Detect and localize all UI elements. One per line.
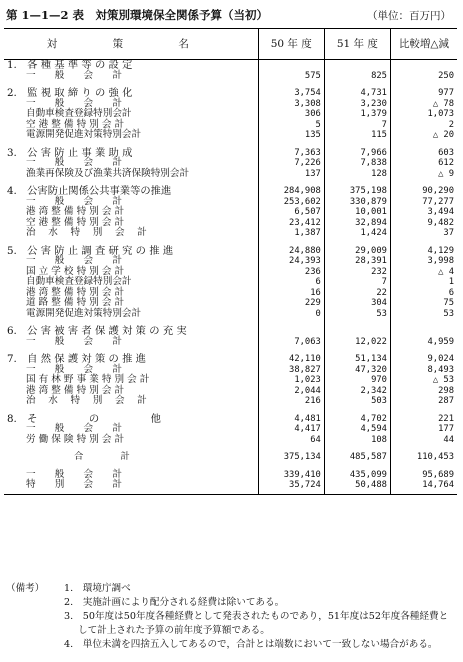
account-row [4, 424, 457, 435]
category-row [4, 60, 457, 71]
row-label: 1. 各 種 基 準 等 の 設 定 [7, 59, 133, 71]
fy50-value: 284,908 [258, 186, 324, 197]
spacer-cell [390, 407, 457, 414]
fy51-value: 485,587 [324, 452, 390, 463]
table-title: 第 1—1—2 表 対策別環境保全関係予算（当初） [6, 8, 269, 22]
change-value: 603 [390, 148, 457, 159]
fy51-value: 1,424 [324, 228, 390, 239]
row-label: 3. 公 害 防 止 事 業 助 成 [7, 146, 133, 159]
row-label: 港 湾 整 備 特 別 会 計 [26, 206, 125, 217]
spacer-cell [258, 407, 324, 414]
change-value: 37 [390, 228, 457, 239]
change-value: 1 [390, 277, 457, 288]
account-row [4, 169, 457, 180]
fy51-value: 10,001 [324, 207, 390, 218]
fy50-value: 7,226 [258, 158, 324, 169]
fy51-value: 7 [324, 120, 390, 131]
spacer-cell [258, 319, 324, 326]
fy51-value: 435,099 [324, 470, 390, 481]
fy51-value: 375,198 [324, 186, 390, 197]
change-value: △ 9 [390, 169, 457, 180]
fy50-value: 24,880 [258, 246, 324, 257]
fy51-value: 7 [324, 277, 390, 288]
change-value: 1,073 [390, 109, 457, 120]
change-value: △ 20 [390, 130, 457, 141]
total-row [4, 452, 457, 463]
row-label: 2. 監 視 取 締 り の 強 化 [7, 87, 133, 99]
row-label: 労 働 保 険 特 別 会 計 [26, 433, 125, 445]
category-row [4, 88, 457, 99]
fy50-value: 2,044 [258, 386, 324, 397]
change-value: 77,277 [390, 197, 457, 208]
spacer-cell [390, 141, 457, 148]
fy51-value: 50,488 [324, 480, 390, 494]
fy51-value: 12,022 [324, 337, 390, 348]
change-value: △ 53 [390, 375, 457, 386]
spacer-cell [324, 445, 390, 452]
table-header-row [4, 29, 457, 60]
fy50-value: 339,410 [258, 470, 324, 481]
row-label: 港 湾 整 備 特 別 会 計 [26, 286, 125, 298]
change-value: 6 [390, 288, 457, 299]
account-row [4, 396, 457, 407]
category-row [4, 326, 457, 337]
change-value [390, 60, 457, 71]
fy50-value: 1,387 [258, 228, 324, 239]
row-label: 4. 公害防止関係公共事業等の推進 [7, 185, 172, 197]
fy51-value: 232 [324, 267, 390, 278]
account-row [4, 309, 457, 320]
spacer-cell [324, 319, 390, 326]
row-label: 自動車検査登録特別会計 [26, 108, 132, 119]
row-label: 治 水 特 別 会 計 [26, 227, 147, 238]
fy50-value: 229 [258, 298, 324, 309]
fy50-value: 3,754 [258, 88, 324, 99]
change-value: 4,959 [390, 337, 457, 348]
fy51-value: 4,594 [324, 424, 390, 435]
fy50-value: 375,134 [258, 452, 324, 463]
row-label: 一 般 会 計 [26, 335, 122, 347]
header-measure-name: 対 策 名 [4, 29, 258, 60]
spacer-cell [390, 319, 457, 326]
change-value: 44 [390, 435, 457, 446]
row-label: 一 般 会 計 [26, 363, 122, 375]
row-label: 漁業再保険及び漁業共済保険特別会計 [26, 167, 190, 179]
fy51-value: 7,838 [324, 158, 390, 169]
change-value: 2 [390, 120, 457, 131]
row-label: 5. 公 害 防 止 調 査 研 究 の 推 進 [7, 244, 174, 257]
change-value: 177 [390, 424, 457, 435]
change-value: 3,998 [390, 256, 457, 267]
change-value: 110,453 [390, 452, 457, 463]
account-row [4, 298, 457, 309]
fy50-value: 236 [258, 267, 324, 278]
fy50-value: 253,602 [258, 197, 324, 208]
fy51-value: 970 [324, 375, 390, 386]
spacer-cell [258, 81, 324, 88]
unit-label: （単位：百万円） [367, 10, 451, 22]
fy50-value: 216 [258, 396, 324, 407]
change-value: 298 [390, 386, 457, 397]
fy50-value [258, 60, 324, 71]
spacer-cell [258, 463, 324, 470]
spacer-cell [258, 179, 324, 186]
account-row [4, 277, 457, 288]
fy50-value: 7,363 [258, 148, 324, 159]
row-label: 空 港 整 備 特 別 会 計 [26, 216, 125, 228]
fy51-value: 28,391 [324, 256, 390, 267]
change-value: 221 [390, 414, 457, 425]
spacer-cell [324, 179, 390, 186]
fy51-value: 108 [324, 435, 390, 446]
spacer-cell [258, 347, 324, 354]
row-label: 6. 公 害 被 害 者 保 護 対 策 の 充 実 [7, 325, 187, 337]
spacer-cell [324, 463, 390, 470]
fy50-value: 7,063 [258, 337, 324, 348]
fy50-value: 23,412 [258, 218, 324, 229]
row-label: 一 般 会 計 [26, 97, 122, 109]
note-item: 2. 実施計画により配分される経費は除いてある。 [64, 597, 285, 608]
category-row [4, 354, 457, 365]
fy50-value: 24,393 [258, 256, 324, 267]
fy51-value: 825 [324, 71, 390, 82]
table-body [4, 60, 457, 495]
fy50-value: 4,481 [258, 414, 324, 425]
budget-table [4, 28, 457, 495]
fy50-value: 306 [258, 109, 324, 120]
row-label: 道 路 整 備 特 別 会 計 [26, 297, 125, 308]
row-label: 国 有 林 野 事 業 特 別 会 計 [26, 374, 150, 385]
note-item: 1. 環境庁調べ [64, 583, 131, 594]
spacer-cell [324, 407, 390, 414]
account-row [4, 207, 457, 218]
change-value: 14,764 [390, 480, 457, 494]
fy51-value: 51,134 [324, 354, 390, 365]
fy50-value: 5 [258, 120, 324, 131]
fy50-value: 64 [258, 435, 324, 446]
change-value: 75 [390, 298, 457, 309]
fy51-value [324, 326, 390, 337]
fy51-value: 503 [324, 396, 390, 407]
spacer-cell [324, 81, 390, 88]
spacer-cell [390, 81, 457, 88]
row-label: 自動車検査登録特別会計 [26, 276, 132, 287]
spacer-cell [258, 239, 324, 246]
fy50-value: 16 [258, 288, 324, 299]
row-label: 特 別 会 計 [4, 480, 258, 494]
row-label: 一 般 会 計 [26, 468, 122, 480]
account-row [4, 158, 457, 169]
row-label: 7. 自 然 保 護 対 策 の 推 進 [7, 353, 146, 365]
fy50-value: 137 [258, 169, 324, 180]
fy51-value: 53 [324, 309, 390, 320]
row-label: 治 水 特 別 会 計 [26, 395, 147, 406]
fy50-value: 575 [258, 71, 324, 82]
notes [6, 582, 456, 652]
spacer-cell [324, 239, 390, 246]
fy51-value: 4,702 [324, 414, 390, 425]
account-row [4, 375, 457, 386]
fy50-value: 1,023 [258, 375, 324, 386]
account-row [4, 337, 457, 348]
fy51-value: 330,879 [324, 197, 390, 208]
row-label: 合 計 [74, 451, 130, 462]
spacer-cell [4, 445, 258, 452]
change-value: 250 [390, 71, 457, 82]
fy51-value: 7,966 [324, 148, 390, 159]
fy51-value [324, 60, 390, 71]
change-value: △ 78 [390, 99, 457, 110]
fy51-value: 2,342 [324, 386, 390, 397]
change-value: 4,129 [390, 246, 457, 257]
fy51-value: 1,379 [324, 109, 390, 120]
change-value: 287 [390, 396, 457, 407]
fy50-value [258, 326, 324, 337]
fy50-value: 38,827 [258, 365, 324, 376]
change-value: 977 [390, 88, 457, 99]
row-label: 空 港 整 備 特 別 会 計 [26, 118, 125, 130]
spacer-cell [390, 463, 457, 470]
note-item: 3. 50年度は50年度各種経費として発表されたものであり，51年度は52年度各種経費として計上された予算の前年度予算額である。 [64, 611, 449, 636]
change-value: △ 4 [390, 267, 457, 278]
change-value: 90,290 [390, 186, 457, 197]
spacer-cell [258, 141, 324, 148]
change-value: 53 [390, 309, 457, 320]
header-fy51: 51 年 度 [324, 29, 390, 60]
header-fy50: 50 年 度 [258, 29, 324, 60]
spacer-cell [390, 347, 457, 354]
row-label: 一 般 会 計 [26, 423, 122, 434]
fy50-value: 3,308 [258, 99, 324, 110]
spacer-cell [390, 179, 457, 186]
fy50-value: 6 [258, 277, 324, 288]
row-label: 8. そ の 他 [7, 412, 161, 425]
fy51-value: 32,894 [324, 218, 390, 229]
row-label: 一 般 会 計 [26, 255, 122, 266]
row-label: 電源開発促進対策特別会計 [26, 129, 142, 140]
account-row [4, 256, 457, 267]
spacer-cell [324, 141, 390, 148]
note-item: 4. 単位未満を四捨五入してあるので，合計とは端数において一致しない場合がある。 [64, 639, 438, 650]
fy50-value: 4,417 [258, 424, 324, 435]
fy51-value: 115 [324, 130, 390, 141]
change-value: 9,024 [390, 354, 457, 365]
change-value: 9,482 [390, 218, 457, 229]
account-row [4, 109, 457, 120]
fy50-value: 135 [258, 130, 324, 141]
account-row [4, 435, 457, 446]
fy50-value: 42,110 [258, 354, 324, 365]
row-label: 一 般 会 計 [26, 69, 122, 81]
fy51-value: 22 [324, 288, 390, 299]
category-row [4, 186, 457, 197]
account-row [4, 71, 457, 82]
change-value: 612 [390, 158, 457, 169]
spacer-cell [258, 445, 324, 452]
row-label: 電源開発促進対策特別会計 [26, 307, 142, 319]
fy51-value: 128 [324, 169, 390, 180]
spacer-cell [390, 239, 457, 246]
spacer-row [4, 445, 457, 452]
fy51-value: 3,230 [324, 99, 390, 110]
spacer-cell [324, 347, 390, 354]
row-label: 一 般 会 計 [26, 157, 122, 168]
row-label: 国 立 学 校 特 別 会 計 [26, 265, 125, 277]
fy50-value: 0 [258, 309, 324, 320]
change-value: 8,493 [390, 365, 457, 376]
header-change: 比較増△減 [390, 29, 457, 60]
row-label: 港 湾 整 備 特 別 会 計 [26, 384, 125, 396]
row-label: 一 般 会 計 [26, 195, 122, 207]
change-value [390, 326, 457, 337]
fy51-value: 304 [324, 298, 390, 309]
fy50-value: 35,724 [258, 480, 324, 494]
fy51-value: 4,731 [324, 88, 390, 99]
account-row [4, 130, 457, 141]
change-value: 95,689 [390, 470, 457, 481]
fy50-value: 6,507 [258, 207, 324, 218]
fy51-value: 29,009 [324, 246, 390, 257]
fy51-value: 47,320 [324, 365, 390, 376]
spacer-cell [390, 445, 457, 452]
account-row [4, 480, 457, 494]
account-row [4, 228, 457, 239]
notes-label: （備考） [6, 583, 45, 594]
change-value: 3,494 [390, 207, 457, 218]
